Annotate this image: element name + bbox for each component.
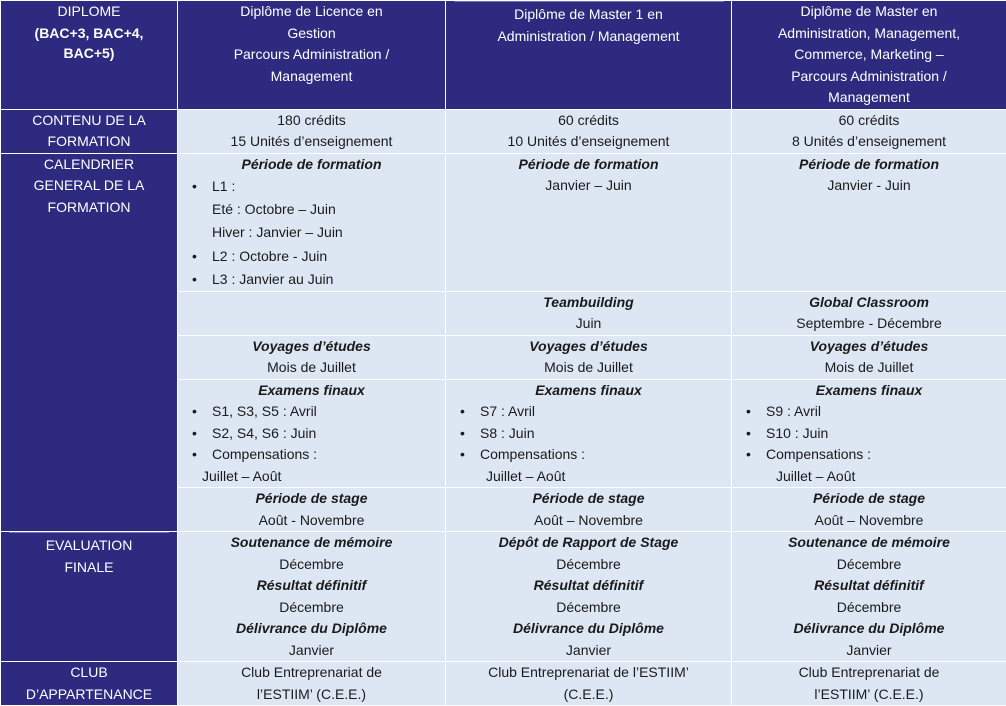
club-master1 [446,662,732,706]
periode-row [1,153,1006,291]
section-title: Délivrance du Diplôme [736,618,1002,640]
section-value: Septembre - Décembre [736,313,1002,335]
header-diplome [1,1,178,110]
club-name: Club Entreprenariat de [182,662,441,684]
divider [9,532,169,533]
section-title: Période de formation [450,154,727,176]
master-title-line: Management [736,87,1002,109]
section-title: Soutenance de mémoire [182,532,441,554]
row-label-line: FORMATION [5,131,173,153]
master1-title-line: Diplôme de Master 1 en [450,4,727,26]
section-value: Décembre [736,554,1002,576]
row-label-line: GENERAL DE LA [5,175,173,197]
contenu-master [732,109,1006,153]
section-title: Résultat définitif [450,575,727,597]
stage-licence [178,488,446,532]
examens-list [736,401,1002,466]
item-label: L3 : Janvier au Juin [212,271,333,287]
section-title: Global Classroom [736,292,1002,314]
club-name: (C.E.E.) [450,684,727,706]
item-label: S1, S3, S5 : Avril [212,403,317,419]
sub-item: Eté : Octobre – Juin [182,198,441,222]
evaluation-label [1,532,178,662]
row-label-line: D’APPARTENANCE [5,684,173,706]
header-master1 [446,1,732,110]
licence-title-line: Management [182,66,441,88]
examens-list [182,401,441,466]
evaluation-master [732,532,1006,662]
row-label-line: CONTENU DE LA [5,110,173,132]
section-value: Décembre [182,597,441,619]
section-title: Voyages d’études [736,336,1002,358]
sub-item: Hiver : Janvier – Juin [182,221,441,245]
club-name: Club Entreprenariat de l’ESTIIM’ [450,662,727,684]
sub-item: Juillet – Août [736,466,1002,488]
item-label: S7 : Avril [480,403,535,419]
club-name: Club Entreprenariat de [736,662,1002,684]
row-label-line: CALENDRIER [5,154,173,176]
list-item [182,268,441,291]
stage-master [732,488,1006,532]
section-title: Voyages d’études [182,336,441,358]
section-title: Période de formation [736,154,1002,176]
global-classroom-master [732,291,1006,335]
voyages-licence [178,335,446,379]
section-title: Examens finaux [736,380,1002,402]
section-title: Examens finaux [182,380,441,402]
section-value: Décembre [182,554,441,576]
diplome-label: DIPLOME [5,1,173,23]
section-value: Décembre [450,597,727,619]
section-title: Teambuilding [450,292,727,314]
licence-title-line: Diplôme de Licence en [182,1,441,23]
item-label: S2, S4, S6 : Juin [212,425,316,441]
section-value: Juin [450,313,727,335]
section-title: Résultat définitif [182,575,441,597]
list-item [736,401,1002,423]
section-value: Décembre [450,554,727,576]
section-value: Août – Novembre [736,510,1002,532]
contenu-licence [178,109,446,153]
divider [454,1,724,2]
section-value: Décembre [736,597,1002,619]
voyages-master [732,335,1006,379]
section-value: Août – Novembre [450,510,727,532]
examens-list [450,401,727,466]
section-title: Période de formation [182,154,441,176]
header-row [1,1,1006,110]
row-label-line: FORMATION [5,197,173,219]
units: 10 Unités d’enseignement [450,131,727,153]
extra-licence-empty [178,291,446,335]
teambuilding-master1 [446,291,732,335]
section-title: Voyages d’études [450,336,727,358]
item-label: S8 : Juin [480,425,534,441]
master1-title-line: Administration / Management [450,26,727,48]
row-label-line: FINALE [5,557,173,579]
section-value: Janvier – Juin [450,175,727,197]
section-title: Soutenance de mémoire [736,532,1002,554]
section-title: Délivrance du Diplôme [182,618,441,640]
item-label: L1 : [212,178,235,194]
club-master [732,662,1006,706]
list-item [736,444,1002,466]
section-title: Période de stage [182,488,441,510]
section-title: Période de stage [450,488,727,510]
evaluation-licence [178,532,446,662]
header-master [732,1,1006,110]
list-item [450,401,727,423]
voyages-master1 [446,335,732,379]
club-label [1,662,178,706]
section-title: Dépôt de Rapport de Stage [450,532,727,554]
item-label: S10 : Juin [766,425,828,441]
section-title: Délivrance du Diplôme [450,618,727,640]
examens-master [732,379,1006,488]
contenu-master1 [446,109,732,153]
item-label: Compensations : [480,446,585,462]
periode-list [182,245,441,291]
contenu-label [1,109,178,153]
credits: 60 crédits [450,110,727,132]
master-title-line: Administration, Management, [736,23,1002,45]
sub-item: Juillet – Août [450,466,727,488]
section-value: Mois de Juillet [736,357,1002,379]
evaluation-row [1,532,1006,662]
credits: 180 crédits [182,110,441,132]
periode-licence [178,153,446,291]
club-licence [178,662,446,706]
sub-item: Juillet – Août [182,466,441,488]
examens-master1 [446,379,732,488]
calendrier-label [1,153,178,532]
list-item [450,423,727,445]
section-value: Janvier - Juin [736,175,1002,197]
examens-licence [178,379,446,488]
list-item [182,245,441,268]
periode-master1 [446,153,732,291]
list-item [450,444,727,466]
section-value: Mois de Juillet [450,357,727,379]
club-name: l’ESTIIM’ (C.E.E.) [182,684,441,706]
units: 8 Unités d’enseignement [736,131,1002,153]
section-title: Résultat définitif [736,575,1002,597]
row-label-line: EVALUATION [5,535,173,557]
list-item [736,423,1002,445]
licence-title-line: Parcours Administration / [182,44,441,66]
periode-list [182,175,441,198]
section-value: Janvier [736,640,1002,662]
item-label: L2 : Octobre - Juin [212,248,327,264]
periode-master [732,153,1006,291]
section-title: Période de stage [736,488,1002,510]
list-item [182,444,441,466]
section-value: Août - Novembre [182,510,441,532]
club-row [1,662,1006,706]
evaluation-master1 [446,532,732,662]
list-item [182,175,441,198]
club-name: l’ESTIIM’ (C.E.E.) [736,684,1002,706]
row-label-line: CLUB [5,662,173,684]
section-title: Examens finaux [450,380,727,402]
master-title-line: Parcours Administration / [736,66,1002,88]
item-label: Compensations : [766,446,871,462]
licence-title-line: Gestion [182,23,441,45]
item-label: Compensations : [212,446,317,462]
section-value: Mois de Juillet [182,357,441,379]
item-label: S9 : Avril [766,403,821,419]
stage-master1 [446,488,732,532]
credits: 60 crédits [736,110,1002,132]
header-licence [178,1,446,110]
units: 15 Unités d’enseignement [182,131,441,153]
section-value: Janvier [450,640,727,662]
section-value: Janvier [182,640,441,662]
master-title-line: Commerce, Marketing – [736,44,1002,66]
list-item [182,401,441,423]
contenu-row [1,109,1006,153]
list-item [182,423,441,445]
diplome-levels: (BAC+3, BAC+4, BAC+5) [5,23,173,63]
master-title-line: Diplôme de Master en [736,1,1002,23]
